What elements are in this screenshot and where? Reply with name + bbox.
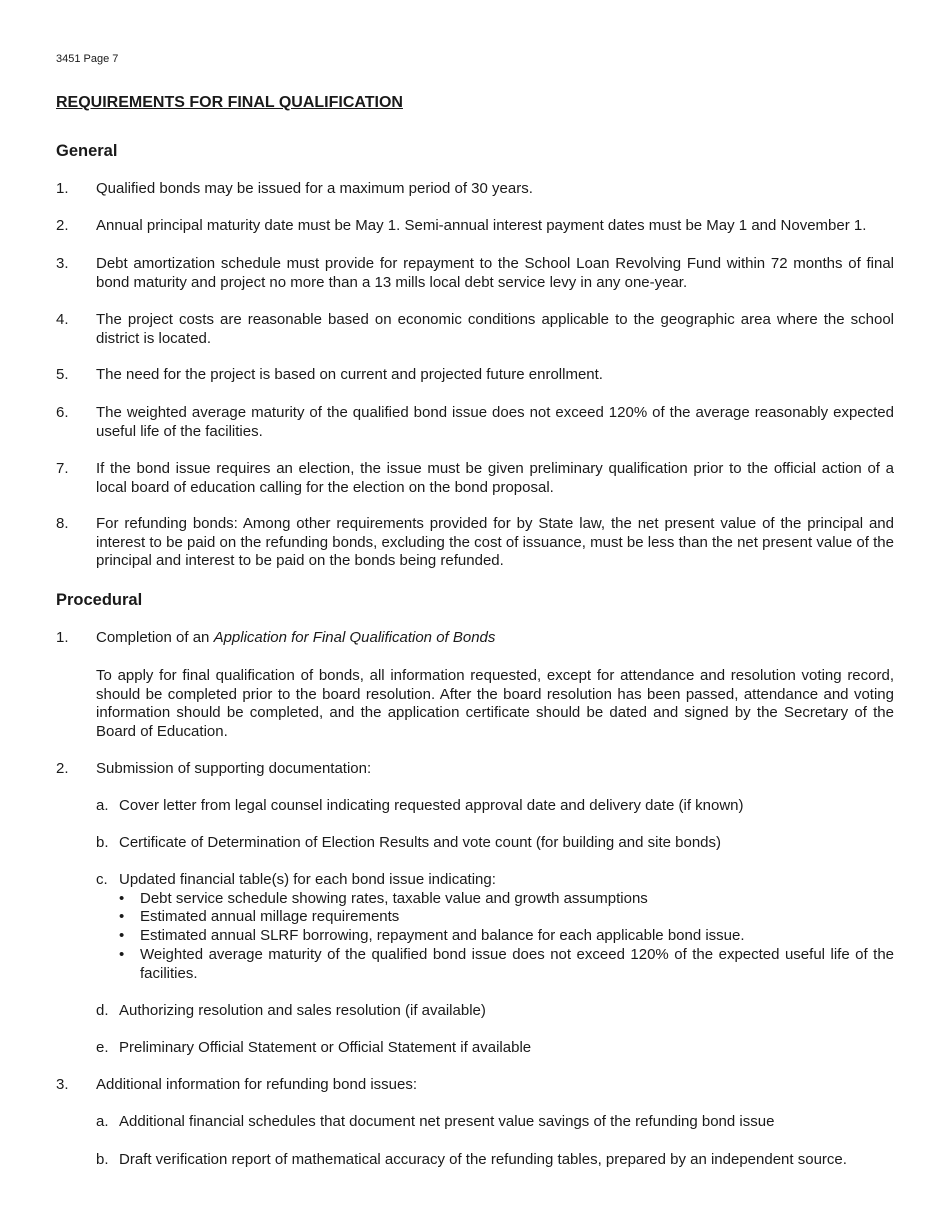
- bullet-item-text: Estimated annual millage requirements: [140, 908, 400, 925]
- general-item-text: Debt amortization schedule must provide for repayment to the School Loan Revolving Fund within 72 months of final bond maturity and project no more than a 13 mills local debt service levy in any one-year.: [96, 255, 894, 291]
- list-number: 6.: [56, 404, 69, 421]
- general-item-text: For refunding bonds: Among other requirements provided for by State law, the net present value of the principal and interest to be paid on the refunding bonds, excluding the cost of issuance, must be less than the net present value of the principal and interest to be paid on the bonds being refunded.: [96, 515, 894, 569]
- bullet-item-text: Debt service schedule showing rates, taxable value and growth assumptions: [140, 890, 648, 907]
- sub-letter: a.: [96, 1113, 109, 1130]
- general-item-text: The weighted average maturity of the qualified bond issue does not exceed 120% of the average reasonably expected useful life of the facilities.: [96, 404, 894, 440]
- bullet-icon: •: [119, 927, 125, 944]
- sub-item-text: Additional financial schedules that document net present value savings of the refunding bond issue: [119, 1113, 775, 1130]
- sub-item-text: Draft verification report of mathematical accuracy of the refunding tables, prepared by an independent source.: [119, 1151, 847, 1168]
- procedural-item-lead: [96, 629, 894, 648]
- list-number: 2.: [56, 217, 69, 234]
- sub-letter: b.: [96, 1151, 109, 1168]
- procedural-item-text: Submission of supporting documentation:: [96, 760, 372, 777]
- procedural-item-text: Additional information for refunding bond issues:: [96, 1076, 418, 1093]
- procedural-paragraph: To apply for final qualification of bonds, all information requested, except for attendance and resolution voting record, should be completed prior to the board resolution. After the board resolution has been passed, attendance and voting information should be completed, and the application certificate should be dated and signed by the Secretary of the Board of Education.: [96, 667, 894, 740]
- list-number: 5.: [56, 366, 69, 383]
- bullet-item-text: Weighted average maturity of the qualified bond issue does not exceed 120% of the expected useful life of the facilities.: [140, 946, 894, 982]
- sub-letter: b.: [96, 834, 109, 851]
- general-item-text: Annual principal maturity date must be May 1. Semi-annual interest payment dates must be May 1 and November 1.: [96, 217, 867, 234]
- list-number: 4.: [56, 311, 69, 328]
- list-number: 3.: [56, 1076, 69, 1093]
- bullet-icon: •: [119, 890, 125, 907]
- list-number: 1.: [56, 180, 69, 197]
- page-header: 3451 Page 7: [56, 53, 119, 65]
- lead-text: Completion of an: [96, 629, 214, 646]
- section-heading-general: General: [56, 142, 118, 160]
- general-item-text: The need for the project is based on current and projected future enrollment.: [96, 366, 603, 383]
- section-heading-procedural: Procedural: [56, 591, 143, 609]
- bullet-icon: •: [119, 946, 125, 963]
- sub-letter: d.: [96, 1002, 109, 1019]
- bullet-icon: •: [119, 908, 125, 925]
- general-item-text: The project costs are reasonable based on economic conditions applicable to the geographic area where the school district is located.: [96, 311, 894, 347]
- sub-item-text: Authorizing resolution and sales resolution (if available): [119, 1002, 486, 1019]
- list-number: 8.: [56, 515, 69, 532]
- sub-letter: a.: [96, 797, 109, 814]
- sub-letter: e.: [96, 1039, 109, 1056]
- general-item-text: Qualified bonds may be issued for a maximum period of 30 years.: [96, 180, 533, 197]
- document-title: REQUIREMENTS FOR FINAL QUALIFICATION: [56, 94, 403, 111]
- sub-letter: c.: [96, 871, 108, 888]
- application-title: Application for Final Qualification of Bonds: [213, 629, 496, 646]
- list-number: 3.: [56, 255, 69, 272]
- bullet-item-text: Estimated annual SLRF borrowing, repayment and balance for each applicable bond issue.: [140, 927, 745, 944]
- list-number: 1.: [56, 629, 69, 646]
- sub-item-text: Certificate of Determination of Election Results and vote count (for building and site bonds): [119, 834, 721, 851]
- list-number: 7.: [56, 460, 69, 477]
- list-number: 2.: [56, 760, 69, 777]
- general-item-text: If the bond issue requires an election, the issue must be given preliminary qualification prior to the official action of a local board of education calling for the election on the bond proposal.: [96, 460, 894, 496]
- sub-item-text: Preliminary Official Statement or Official Statement if available: [119, 1039, 532, 1056]
- sub-item-text: Cover letter from legal counsel indicating requested approval date and delivery date (if known): [119, 797, 744, 814]
- sub-item-text: Updated financial table(s) for each bond issue indicating:: [119, 871, 496, 888]
